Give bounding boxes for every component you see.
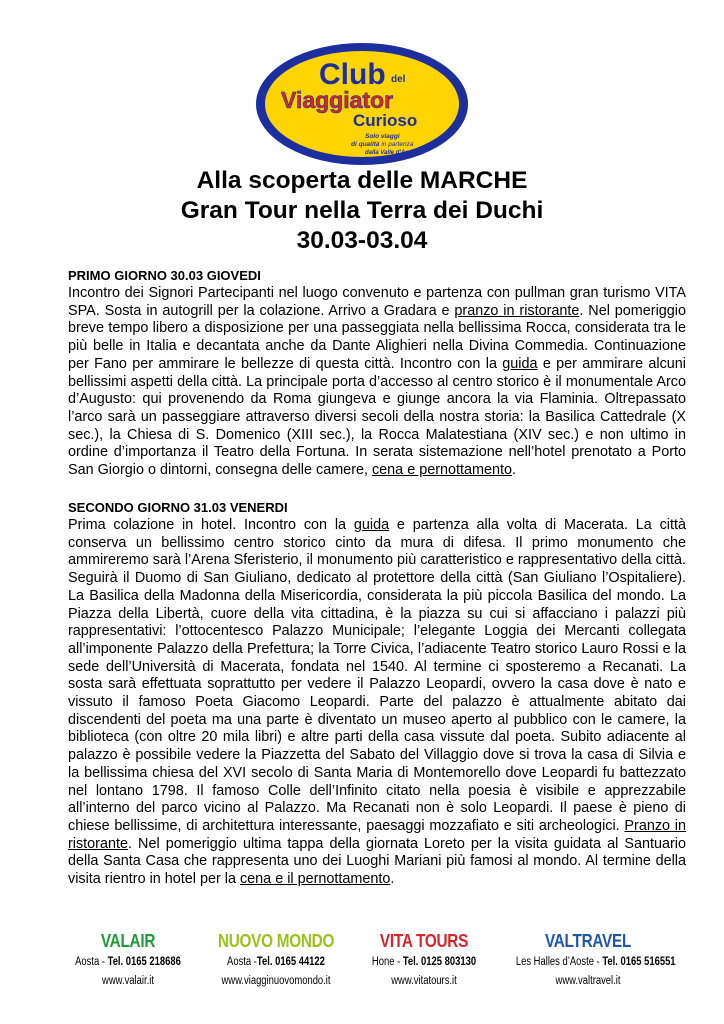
day1-link-pranzo: pranzo in ristorante <box>454 302 580 319</box>
day2-link-cena: cena e il pernottamento <box>239 871 391 888</box>
day2-link-pranzo: Pranzo in ristorante <box>68 817 686 852</box>
agency-phone: Les Halles d’Aoste - Tel. 0165 516551 <box>515 956 676 968</box>
title-line-2: Gran Tour nella Terra dei Duchi <box>180 197 544 224</box>
agency-website: www.valtravel.it <box>555 975 621 987</box>
document-title <box>0 166 724 256</box>
logo-del: del <box>391 74 406 85</box>
agency-website: www.viagginuovomondo.it <box>221 975 331 987</box>
agency-vita-tours <box>356 930 492 990</box>
title-line-3: 30.03-03.04 <box>296 227 428 254</box>
agency-phone: Aosta -Tel. 0165 44122 <box>227 956 325 968</box>
day2-text: Prima colazione in hotel. Incontro con la guida e partenza alla volta di Macerata. La città conserva un bellissimo centro storico cinto da mura di difesa. Il primo monumento che ammireremo sarà l’Arena Sferisterio, il monumento più caratteristico e rappresentativo della città. Seguirà il Duomo di San Giuliano, dedicato al protettore della città (San Giuliano l’Ospitaliere). La Basilica della Madonna della Misericordia, considerata la più piccola Basilica del mondo. La Piazza della Libertà, cuore della vita cittadina, è la piazza su cui si affacciano i palazzi più rappresentativi: l’ottocentesco Palazzo Municipale; l’elegante Loggia dei Mercanti collegata all’imponente Palazzo della Prefettura; la Torre Civica, l’adiacente Teatro storico Lauro Rossi e la sede dell’Università di Macerata, fondata nel 1540. Al termine ci sposteremo a Recanati. La sosta sarà effettuata soprattutto per vedere il Palazzo Leopardi, ovvero la casa dove è nato e vissuto il famoso Poeta Giacomo Leopardi. Parte del palazzo è attualmente abitato dai discendenti del poeta ma una parte è diventato un museo aperto al pubblico con le camere, la biblioteca (con oltre 20 mila libri) e altre parti della casa vissute dal poeta. Subito adiacente al palazzo è possibile vedere la Piazzetta del Sabato del Villaggio dove si trova la casa di Silvia e la bellissima chiesa del XVI secolo di Santa Maria di Montemorello dove Leopardi fu battezzato nel lontano 1798. Il famoso Colle dell’Infinito citato nella poesia è visibile e apprezzabile all’interno del parco vicino al Palazzo. Ma Recanati non è solo Leopardi. Il paese è pieno di chiese bellissime, di architettura interessante, paesaggi mozzafiato e siti archeologici. Pranzo in ristorante. Nel pomeriggio ultima tappa della giornata Loreto per la visita guidata al Santuario della Santa Casa che rappresenta uno dei Luoghi Mariani più famosi al mondo. Al termine della visita rientro in hotel per la cena e il pernottamento. <box>68 517 686 888</box>
agency-website: www.valair.it <box>102 975 154 987</box>
day1-link-guida: guida <box>502 355 538 372</box>
logo-curioso: Curioso <box>353 111 418 130</box>
day2-heading: SECONDO GIORNO 31.03 VENERDI <box>68 500 288 515</box>
logo-tag2: di qualità in partenza <box>351 141 414 148</box>
agency-valtravel <box>500 930 676 990</box>
agency-nuovo-mondo <box>204 930 348 990</box>
agency-name: VITA TOURS <box>379 931 469 951</box>
day2-section <box>68 499 686 889</box>
agency-phone: Hone - Tel. 0125 803130 <box>371 956 477 968</box>
logo-viaggiator: Viaggiator <box>281 87 394 113</box>
club-viaggiator-curioso-logo <box>255 42 469 166</box>
agencies-footer <box>0 930 724 990</box>
title-line-1: Alla scoperta delle MARCHE <box>196 167 528 194</box>
agency-website: www.vitatours.it <box>391 975 457 987</box>
logo-tag3: dalla Valle d'Aosta <box>365 150 418 156</box>
day2-link-guida: guida <box>353 517 390 533</box>
agency-name: VALTRAVEL <box>544 931 632 951</box>
logo-club: Club <box>319 58 386 91</box>
day1-heading: PRIMO GIORNO 30.03 GIOVEDI <box>68 268 261 283</box>
day1-link-cena: cena e pernottamento <box>371 462 512 479</box>
day1-section <box>68 267 686 480</box>
day1-text: Incontro dei Signori Partecipanti nel luogo convenuto e partenza con pullman gran turismo VITA SPA. Sosta in autogrill per la colazione. Arrivo a Gradara e pranzo in ristorante. Nel pomeriggio breve tempo libero a disposizione per una passeggiata nella bellissima Rocca, considerata tra le più belle in Italia e decantata anche da Dante Alighieri nella Divina Commedia. Continuazione per Fano per ammirare le bellezze di questa città. Incontro con la guida e per ammirare alcuni bellissimi aspetti della città. La principale porta d’accesso al centro storico è il monumentale Arco d’Augusto: qui provenendo da Roma giungeva e giunge ancora la via Flaminia. Oltrepassato l’arco sarà un passeggiare attraverso diversi secoli della nostra storia: la Basilica Cattedrale (X sec.), la Chiesa di S. Domenico (XIII sec.), la Rocca Malatestiana (XIV sec.) e non ultimo in ordine d’importanza il Teatro della Fortuna. In serata sistemazione nell’hotel prenotato a Porto San Giorgio o dintorni, consegna delle camere, cena e pernottamento. <box>68 285 686 479</box>
agency-phone: Aosta - Tel. 0165 218686 <box>75 956 181 968</box>
logo-tag1: Solo viaggi <box>365 133 400 140</box>
agency-valair <box>60 930 196 990</box>
agency-name: NUOVO MONDO <box>217 931 335 951</box>
agency-name: VALAIR <box>100 931 156 951</box>
